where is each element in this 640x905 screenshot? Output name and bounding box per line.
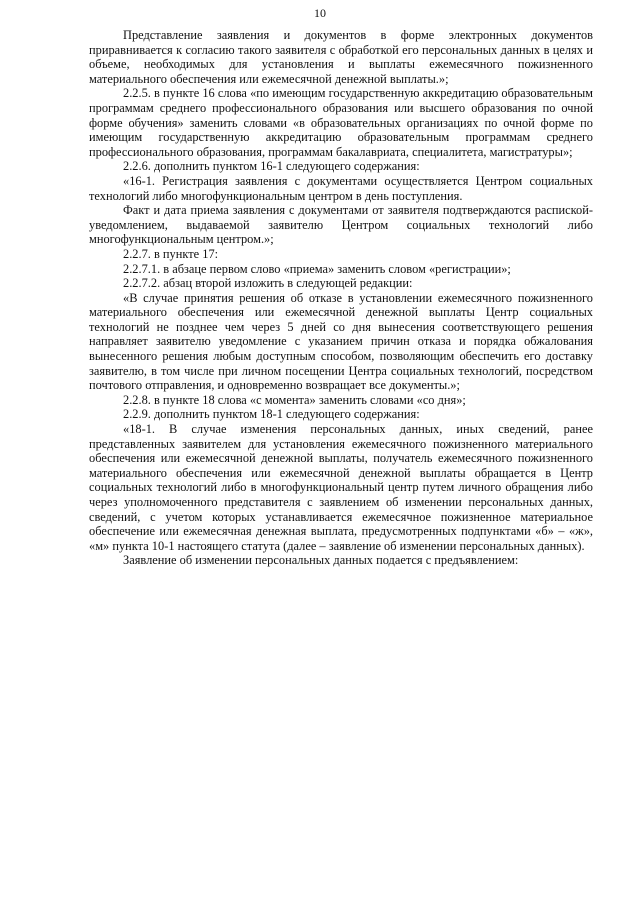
paragraph-6: 2.2.7. в пункте 17: <box>123 246 219 261</box>
paragraph-10: 2.2.8. в пункте 18 слова «с момента» заменить словами «со дня»; <box>123 392 466 407</box>
paragraph-8: 2.2.7.2. абзац второй изложить в следующей редакции: <box>123 276 413 291</box>
paragraph-5: Факт и дата приема заявления с документами от заявителя подтверждаются распиской-уведомлением, выдаваемой заявителю Центром социальных технологий либо многофункциональным центром.»; <box>89 203 593 247</box>
paragraph-12: «18-1. В случае изменения персональных данных, иных сведений, ранее представленных заявителем для установления ежемесячного пожизненного материального обеспечения или ежемесячной денежной выплаты, получатель ежемесячного пожизненного материального обеспечения или ежемесячной денежной выплаты обращается в Центр социальных технологий либо в многофункциональный центр путем личного обращения либо через уполномоченного представителя с заявлением об изменении персональных данных, сведений, с учетом которых устанавливается ежемесячное пожизненное материальное обеспечение или ежемесячная денежная выплата, предусмотренных подпунктами «б» – «ж», «м» пункта 10-1 настоящего статута (далее – заявление об изменении персональных данных). <box>89 422 593 553</box>
paragraph-11: 2.2.9. дополнить пунктом 18-1 следующего содержания: <box>123 407 420 422</box>
paragraph-9: «В случае принятия решения об отказе в установлении ежемесячного пожизненного материального обеспечения или ежемесячной денежной выплаты Центр социальных технологий не позднее чем через 5 дней со дня вынесения соответствующего решения направляет заявителю уведомление с указанием причин отказа и порядка обжалования вынесенного решения любым доступным способом, позволяющим обеспечить его доставку заявителю, в том числе при личном посещении Центра социальных технологий, посредством почтового отправления, и одновременно возвращает все документы.»; <box>89 290 593 393</box>
paragraph-2: 2.2.5. в пункте 16 слова «по имеющим государственную аккредитацию образовательным программам среднего профессионального образования или высшего образования по очной форме обучения» заменить словами «в образовательных организациях по очной форме по имеющим государственную аккредитацию образовательным программам среднего профессионального образования, программам бакалавриата, специалитета, магистратуры»; <box>89 86 593 159</box>
page-number: 10 <box>314 6 326 20</box>
paragraph-1: Представление заявления и документов в форме электронных документов приравнивается к согласию такого заявителя с обработкой его персональных данных в целях и объеме, необходимых для установления и выплаты ежемесячного пожизненного материального обеспечения или ежемесячной денежной выплаты.»; <box>89 28 593 86</box>
paragraph-13: Заявление об изменении персональных данных подается с предъявлением: <box>123 553 519 568</box>
paragraph-3: 2.2.6. дополнить пунктом 16-1 следующего содержания: <box>123 159 420 174</box>
paragraph-7: 2.2.7.1. в абзаце первом слово «приема» заменить словом «регистрации»; <box>123 261 511 276</box>
paragraph-4: «16-1. Регистрация заявления с документами осуществляется Центром социальных технологий либо многофункциональным центром в день поступления. <box>89 173 593 203</box>
document-body <box>89 28 593 568</box>
